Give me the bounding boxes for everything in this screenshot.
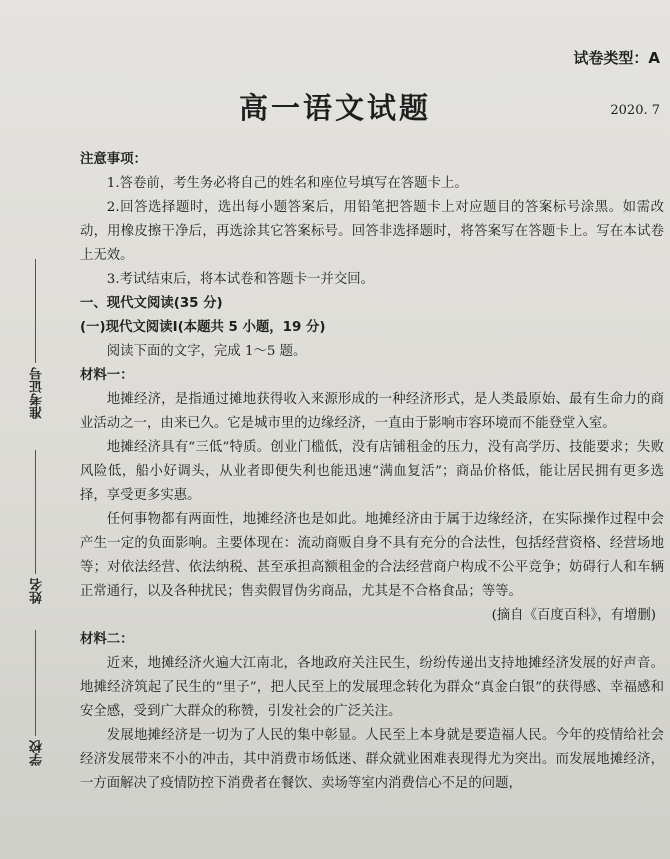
name-line [35,450,36,574]
exam-content [80,148,664,796]
school-line [35,630,36,736]
material-1-paragraph: 任何事物都有两面性，地摊经济也是如此。地摊经济由于属于边缘经济，在实际操作过程中会产生一定的负面影响。主要体现在：流动商贩自身不具有充分的合法性，包括经营资格、经营场地等；对依法经营、依法纳税、甚至承担高额租金的合法经营商户构成不公平竞争；妨碍行人和车辆正常通行，以及各种扰民；售卖假冒伪劣商品，尤其是不合格食品；等等。 [80,512,664,599]
material-2-label: 材料二： [80,632,134,647]
material-1-paragraph: 地摊经济，是指通过摊地获得收入来源形成的一种经济形式，是人类最原始、最有生命力的商业活动之一，由来已久。它是城市里的边缘经济，一直由于影响市容环境而不能登堂入室。 [80,392,664,431]
exam-date: 2020. 7 [610,103,660,118]
material-1-source: (摘自《百度百科》，有增删) [491,608,656,623]
school-label: 学校 [30,740,45,766]
exam-number-field [28,367,47,419]
page-title: 高一语文试题 [238,91,431,125]
school-field [28,740,47,766]
name-label: 姓名 [30,578,45,604]
note-item-3: 3.考试结束后，将本试卷和答题卡一并交回。 [106,272,374,287]
notes-heading: 注意事项： [80,152,147,167]
material-2-paragraph: 发展地摊经济是一切为了人民的集中彰显。人民至上本身就是要造福人民。今年的疫情给社会经济发展带来不小的冲击，其中消费市场低迷、群众就业困难表现得尤为突出。而发展地摊经济，一方面解决了疫情防控下消费者在餐饮、卖场等室内消费信心不足的问题， [80,728,664,791]
material-2-paragraph: 近来，地摊经济火遍大江南北，各地政府关注民生，纷纷传递出支持地摊经济发展的好声音。地摊经济筑起了民生的“里子”，把人民至上的发展理念转化为群众“真金白银”的获得感、幸福感和安全感，受到广大群众的称赞，引发社会的广泛关注。 [80,656,664,719]
material-1-label: 材料一： [80,368,134,383]
name-field [28,578,47,604]
note-item-2: 2.回答选择题时，选出每小题答案后，用铅笔把答题卡上对应题目的答案标号涂黑。如需改动，用橡皮擦干净后，再选涂其它答案标号。回答非选择题时，将答案写在答题卡上。写在本试卷上无效。 [80,200,664,263]
exam-type: 试卷类型：A [573,49,660,67]
exam-number-label: 准考证号 [30,367,45,419]
note-item-1: 1.答卷前，考生务必将自己的姓名和座位号填写在答题卡上。 [106,176,468,191]
exam-number-line [35,259,36,363]
section-heading: 一、现代文阅读(35 分) [80,296,223,311]
material-1-paragraph: 地摊经济具有“三低”特质。创业门槛低，没有店铺租金的压力，没有高学历、技能要求；失败风险低，船小好调头，从业者即便失利也能迅速“满血复活”；商品价格低，能让居民拥有更多选择，享受更多实惠。 [80,440,664,503]
reading-instruction: 阅读下面的文字，完成 1～5 题。 [106,344,307,359]
subsection-heading: (一)现代文阅读Ⅰ(本题共 5 小题，19 分) [80,320,326,335]
binding-margin [0,0,60,859]
